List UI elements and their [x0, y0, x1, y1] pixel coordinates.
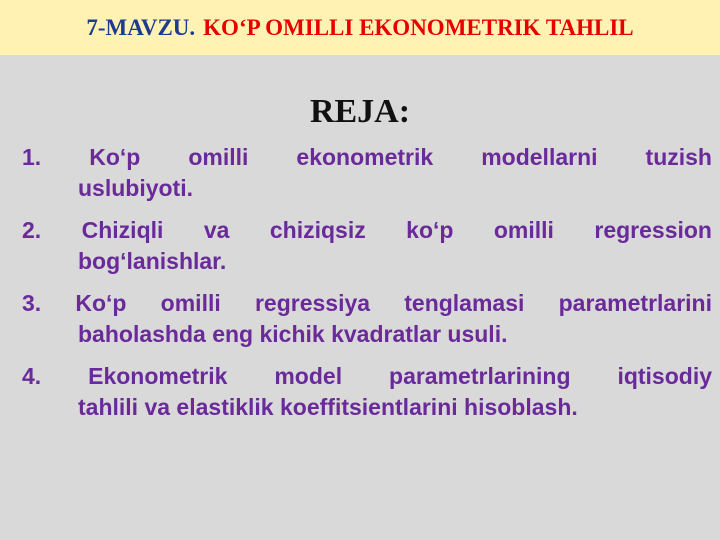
topic-number: 7-MAVZU. [86, 14, 196, 40]
plan-item-4 [22, 361, 712, 423]
slide-header [0, 0, 720, 55]
topic-title: KO‘P OMILLI EKONOMETRIK TAHLIL [203, 14, 634, 40]
plan-item-3 [22, 288, 712, 350]
plan-item-1 [22, 142, 712, 204]
plan-item-2 [22, 215, 712, 277]
plan-item-2-line1: 2. Chiziqli va chiziqsiz ko‘p omilli regression [22, 217, 712, 243]
plan-item-4-line1: 4. Ekonometrik model parametrlarining iqtisodiy [22, 363, 712, 389]
plan-item-2-line2: bog‘lanishlar. [78, 248, 227, 274]
plan-item-3-line1: 3. Ko‘p omilli regressiya tenglamasi parametrlarini [22, 290, 712, 316]
plan-item-1-line2: uslubiyoti. [78, 175, 193, 201]
plan-title: REJA: [309, 93, 411, 130]
plan-item-1-line1: 1. Ko‘p omilli ekonometrik modellarni tuzish [22, 144, 712, 170]
plan-list [22, 142, 712, 434]
plan-item-4-line2: tahlili va elastiklik koeffitsientlarini hisoblash. [78, 394, 578, 420]
plan-item-3-line2: baholashda eng kichik kvadratlar usuli. [78, 321, 508, 347]
